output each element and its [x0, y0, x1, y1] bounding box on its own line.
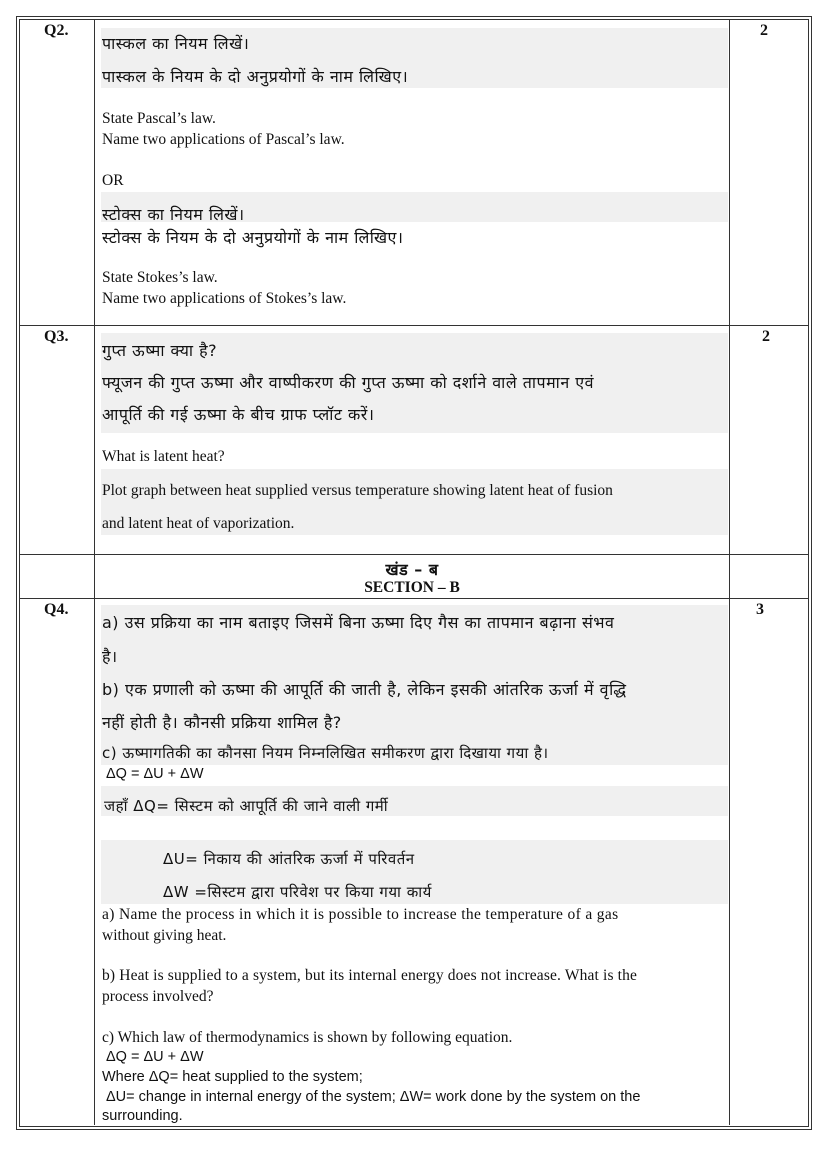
- definition-text: surrounding.: [102, 1108, 183, 1124]
- definition-text: Where ΔQ= heat supplied to the system;: [102, 1069, 363, 1085]
- question-text-hindi: नहीं होती है। कौनसी प्रक्रिया शामिल है?: [102, 713, 342, 732]
- question-text-hindi: b) एक प्रणाली को ऊष्मा की आपूर्ति की जाती है, लेकिन इसकी आंतरिक ऊर्जा में वृद्धि: [102, 680, 627, 699]
- question-text-hindi: गुप्त ऊष्मा क्या है?: [102, 341, 218, 360]
- question-number: Q4.: [44, 601, 69, 618]
- question-text-english: Plot graph between heat supplied versus temperature showing latent heat of fusion: [102, 482, 613, 499]
- column-divider-right: [729, 19, 730, 1125]
- marks: 2: [762, 328, 770, 345]
- question-text-english: What is latent heat?: [102, 448, 225, 465]
- definition-text: ΔU= change in internal energy of the system; ΔW= work done by the system on the: [106, 1089, 641, 1105]
- or-label: OR: [102, 172, 124, 189]
- question-text-english: c) Which law of thermodynamics is shown by following equation.: [102, 1029, 513, 1046]
- row-divider: [19, 598, 808, 599]
- question-text-hindi: है।: [102, 647, 118, 666]
- question-text-english: without giving heat.: [102, 927, 227, 944]
- section-title-english: SECTION – B: [364, 579, 460, 596]
- question-text-hindi: आपूर्ति की गई ऊष्मा के बीच ग्राफ प्लॉट करें।: [102, 405, 375, 424]
- question-text-english: process involved?: [102, 988, 214, 1005]
- question-text-hindi: फ्यूजन की गुप्त ऊष्मा और वाष्पीकरण की गुप्त ऊष्मा को दर्शाने वाले तापमान एवं: [102, 373, 595, 392]
- marks: 2: [760, 22, 768, 39]
- question-text-english: Name two applications of Pascal’s law.: [102, 131, 345, 148]
- question-text-hindi: पास्कल के नियम के दो अनुप्रयोगों के नाम लिखिए।: [102, 67, 409, 86]
- row-divider: [19, 325, 808, 326]
- question-text-hindi: पास्कल का नियम लिखें।: [102, 34, 250, 53]
- question-text-english: b) Heat is supplied to a system, but its internal energy does not increase. What is the: [102, 967, 638, 984]
- question-text-hindi: c) ऊष्मागतिकी का कौनसा नियम निम्नलिखित समीकरण द्वारा दिखाया गया है।: [102, 744, 549, 762]
- question-text-hindi: ΔW =सिस्टम द्वारा परिवेश पर किया गया कार्य: [163, 883, 432, 901]
- question-number: Q3.: [44, 328, 69, 345]
- row-divider: [19, 554, 808, 555]
- question-text-hindi: स्टोक्स का नियम लिखें।: [102, 205, 245, 224]
- equation: ΔQ = ΔU + ΔW: [106, 1049, 204, 1065]
- equation: ΔQ = ΔU + ΔW: [106, 766, 204, 782]
- question-text-english: State Pascal’s law.: [102, 110, 216, 127]
- question-text-hindi: स्टोक्स के नियम के दो अनुप्रयोगों के नाम लिखिए।: [102, 228, 404, 247]
- marks: 3: [756, 601, 764, 618]
- question-text-english: Name two applications of Stokes’s law.: [102, 290, 347, 307]
- question-text-english: and latent heat of vaporization.: [102, 515, 295, 532]
- question-number: Q2.: [44, 22, 69, 39]
- question-text-english: a) Name the process in which it is possible to increase the temperature of a gas: [102, 906, 619, 923]
- question-text-english: State Stokes’s law.: [102, 269, 218, 286]
- question-text-hindi: a) उस प्रक्रिया का नाम बताइए जिसमें बिना ऊष्मा दिए गैस का तापमान बढ़ाना संभव: [102, 613, 615, 632]
- question-text-hindi: ΔU= निकाय की आंतरिक ऊर्जा में परिवर्तन: [163, 850, 415, 868]
- section-title-hindi: खंड – ब: [385, 560, 439, 579]
- question-text-hindi: जहाँ ΔQ= सिस्टम को आपूर्ति की जाने वाली गर्मी: [104, 797, 389, 815]
